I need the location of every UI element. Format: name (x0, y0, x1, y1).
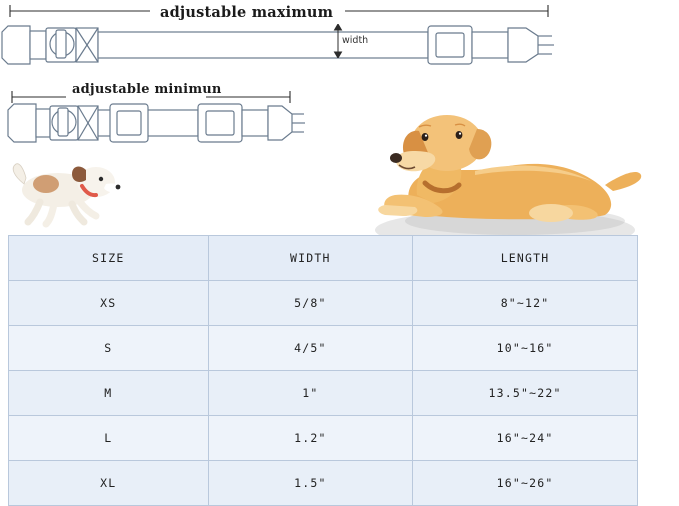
header-size: SIZE (9, 236, 209, 281)
table-row (9, 371, 638, 416)
cell-length: 16"~24" (413, 416, 638, 461)
table-header-row (9, 236, 638, 281)
width-caption: width (342, 35, 369, 46)
table-row (9, 416, 638, 461)
cell-size: XS (9, 281, 209, 326)
cell-width: 1.5" (208, 461, 413, 506)
collar-diagram-maximum (0, 14, 560, 74)
table-row (9, 281, 638, 326)
table-row (9, 461, 638, 506)
adjustable-minimum-label: adjustable minimun (72, 82, 222, 97)
size-chart-table (8, 235, 638, 506)
adjustable-maximum-label: adjustable maximum (160, 4, 334, 21)
cell-width: 4/5" (208, 326, 413, 371)
cell-size: S (9, 326, 209, 371)
cell-size: M (9, 371, 209, 416)
cell-length: 16"~26" (413, 461, 638, 506)
running-dog-illustration (6, 160, 136, 230)
header-length: LENGTH (413, 236, 638, 281)
cell-size: XL (9, 461, 209, 506)
header-width: WIDTH (208, 236, 413, 281)
cell-width: 1" (208, 371, 413, 416)
cell-width: 1.2" (208, 416, 413, 461)
cell-length: 13.5"~22" (413, 371, 638, 416)
cell-size: L (9, 416, 209, 461)
cell-length: 10"~16" (413, 326, 638, 371)
cell-width: 5/8" (208, 281, 413, 326)
table-row (9, 326, 638, 371)
cell-length: 8"~12" (413, 281, 638, 326)
